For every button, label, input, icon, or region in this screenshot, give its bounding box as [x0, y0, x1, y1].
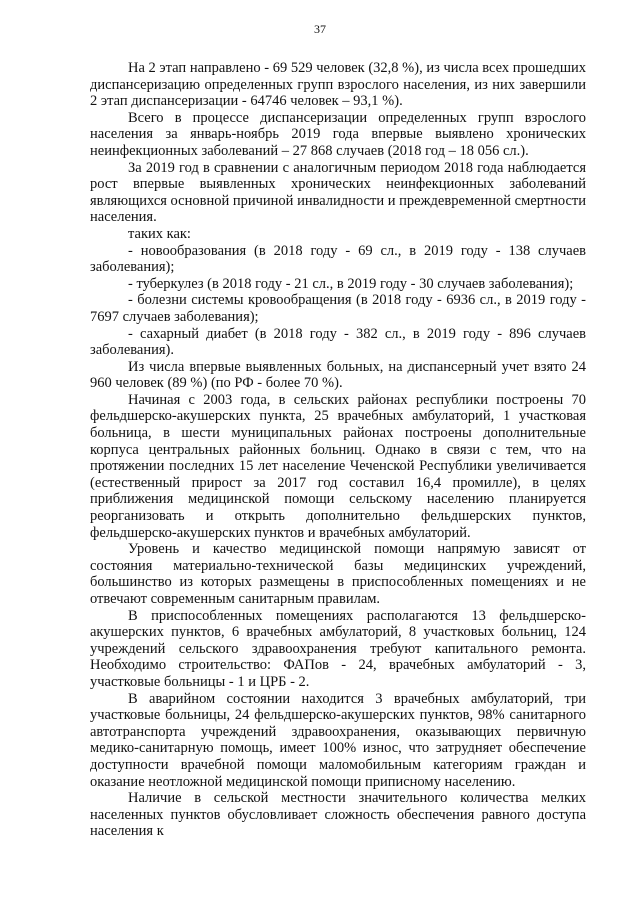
list-item-neoplasms: - новообразования (в 2018 году - 69 сл., в 2019 году - 138 случаев заболевания); [90, 242, 586, 276]
paragraph-such-as: таких как: [128, 225, 191, 242]
paragraph-rural-construction: Начиная с 2003 года, в сельских районах республики построены 70 фельдшерско-акушерских пункта, 25 врачебных амбулаторий, 1 участковая больница, в шести муниципальных районах построены дополнительные корпуса центральных районных больниц. Однако в связи с тем, что на протяжении последних 15 лет население Чеченской Республики увеличивается (естественный прирост за 2017 год составил 16,4 промилле), в целях приближения медицинской помощи сельскому населению планируется реорганизовать и открыть дополнительно фельдшерских пунктов, фельдшерско-акушерских пунктов и врачебных амбулаторий. [90, 391, 586, 541]
paragraph-stage2-referral: На 2 этап направлено - 69 529 человек (32,8 %), из числа всех прошедших диспансеризацию определенных групп взрослого населения, из них завершили 2 этап диспансеризации - 64746 человек – 93,1 %). [90, 60, 586, 110]
paragraph-chronic-diseases-total: Всего в процессе диспансеризации определенных групп взрослого населения за январь-ноябрь 2019 года впервые выявлено хронических неинфекционных заболеваний – 27 868 случаев (2018 год – 18 056 сл.). [90, 109, 586, 159]
paragraph-dispensary-registration: Из числа впервые выявленных больных, на диспансерный учет взято 24 960 человек (89 %) (по РФ - более 70 %). [90, 358, 586, 392]
document-body [90, 60, 586, 840]
paragraph-adapted-premises: В приспособленных помещениях располагаются 13 фельдшерско-акушерских пунктов, 6 врачебных амбулаторий, 8 участковых больниц, 124 учреждений сельского здравоохранения требуют капитального ремонта. Необходимо строительство: ФАПов - 24, врачебных амбулаторий - 3, участковые больницы - 1 и ЦРБ - 2. [90, 607, 586, 690]
list-item-tuberculosis: - туберкулез (в 2018 году - 21 сл., в 2019 году - 30 случаев заболевания); [128, 275, 574, 292]
paragraph-emergency-state: В аварийном состоянии находится 3 врачебных амбулаторий, три участковые больницы, 24 фельдшерско-акушерских пунктов, 98% санитарного автотранспорта учреждений здравоохранения, оказывающих первичную медико-санитарную помощь, имеет 100% износ, что затрудняет обеспечение доступности врачебной помощи маломобильным категориям граждан и оказание неотложной медицинской помощи приписному населению. [90, 690, 586, 790]
page-number: 37 [314, 22, 326, 36]
list-item-diabetes: - сахарный диабет (в 2018 году - 382 сл., в 2019 году - 896 случаев заболевания). [90, 325, 586, 359]
paragraph-quality-level: Уровень и качество медицинской помощи напрямую зависят от состояния материально-технической базы медицинских учреждений, большинство из которых размещены в приспособленных помещениях и не отвечают современным санитарным правилам. [90, 541, 586, 607]
list-item-circulatory: - болезни системы кровообращения (в 2018 году - 6936 сл., в 2019 году - 7697 случаев заболевания); [90, 292, 586, 325]
paragraph-small-settlements: Наличие в сельской местности значительного количества мелких населенных пунктов обусловливает сложность обеспечения равного доступа населения к [90, 790, 586, 840]
paragraph-disease-growth: За 2019 год в сравнении с аналогичным периодом 2018 года наблюдается рост впервые выявленных хронических неинфекционных заболеваний являющихся основной причиной инвалидности и преждевременной смертности населения. [90, 159, 587, 226]
